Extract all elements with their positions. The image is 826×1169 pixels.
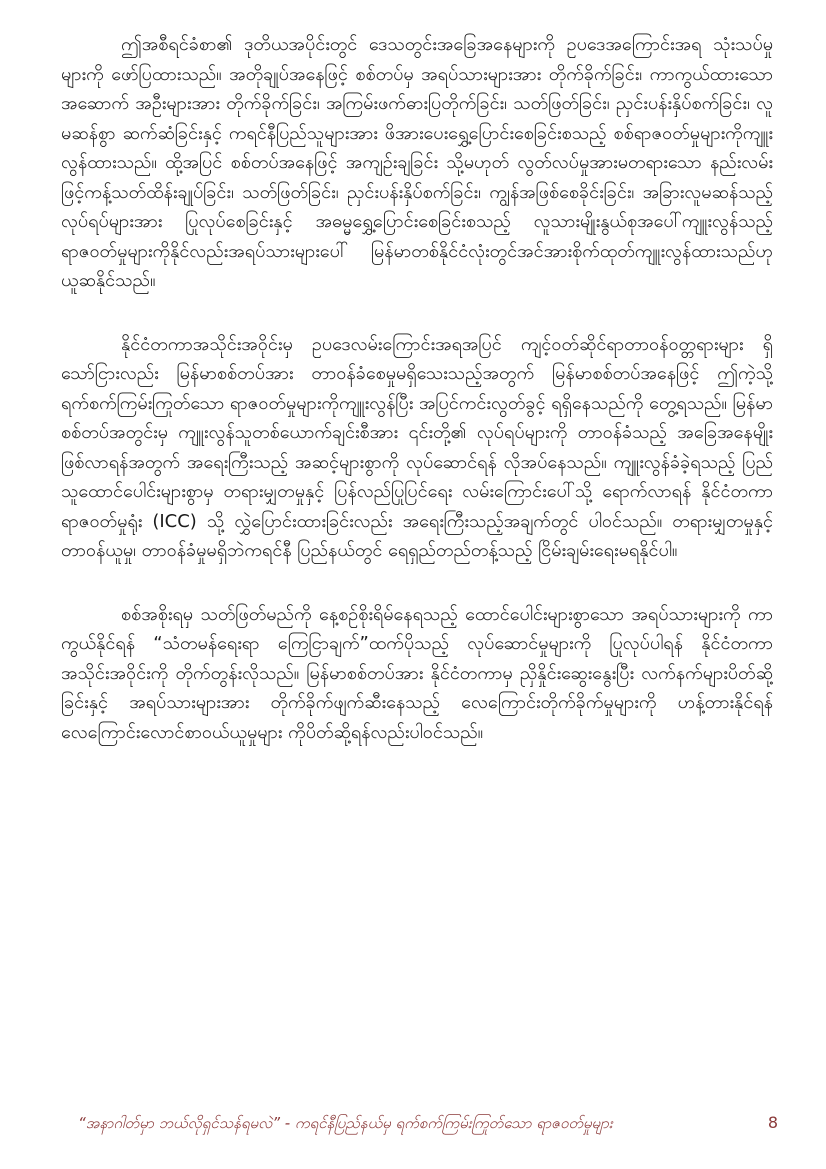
- paragraph-3: စစ်အစိုးရမှ သတ်ဖြတ်မည်ကို နေ့စဉ်စိုးရိမ်နေရသည့် ထောင်ပေါင်းများစွာသော အရပ်သားများကို ကာကွယ်နိုင်ရန် “သံတမန်ရေးရာ ကြေငြာချက်”ထက်ပိုသည့် လုပ်ဆောင်မှုများကို ပြုလုပ်ပါရန် နိုင်ငံတကာအသိုင်းအဝိုင်းကို တိုက်တွန်းလိုသည်။ မြန်မာစစ်တပ်အား နိုင်ငံတကာမှ ညှိနှိုင်းဆွေးနွေးပြီး လက်နက်များပိတ်ဆို့ခြင်းနှင့် အရပ်သားများအား တိုက်ခိုက်ဖျက်ဆီးနေသည့် လေကြောင်းတိုက်ခိုက်မှုများကို ဟန့်တားနိုင်ရန် လေကြောင်းလောင်စာဝယ်ယူမှုများ ကိုပိတ်ဆို့ရန်လည်းပါဝင်သည်။: [61, 603, 773, 743]
- footer-report-title: “အနာဂါတ်မှာ ဘယ်လိုရှင်သန်ရမလဲ” - ကရင်နီပြည်နယ်မှ ရက်စက်ကြမ်းကြုတ်သော ရာဇဝတ်မှုများ: [78, 1114, 613, 1132]
- paragraph-2: နိုင်ငံတကာအသိုင်းအဝိုင်းမှ ဥပဒေလမ်းကြောင်းအရအပြင် ကျင့်ဝတ်ဆိုင်ရာတာဝန်ဝတ္တရားများ ရှိသော်ငြားလည်း မြန်မာစစ်တပ်အား တာဝန်ခံစေမှုမရှိသေးသည့်အတွက် မြန်မာစစ်တပ်အနေဖြင့် ဤကဲ့သို့ ရက်စက်ကြမ်းကြုတ်သော ရာဇဝတ်မှုများကိုကျူးလွန်ပြီး အပြင်ကင်းလွတ်ခွင့် ရရှိနေသည်ကို တွေ့ရသည်။ မြန်မာစစ်တပ်အတွင်းမှ ကျူးလွန်သူတစ်ယောက်ချင်းစီအား ၎င်းတို့၏ လုပ်ရပ်များကို တာဝန်ခံသည့် အခြေအနေမျိုး ဖြစ်လာရန်အတွက် အရေးကြီးသည့် အဆင့်များစွာကို လုပ်ဆောင်ရန် လိုအပ်နေသည်။ ကျူးလွန်ခံခဲ့ရသည့် ပြည်သူထောင်ပေါင်းများစွာမှ တရားမျှတမှုနှင့် ပြန်လည်ပြုပြင်ရေး လမ်းကြောင်းပေါ်သို့ ရောက်လာရန် နိုင်ငံတကာရာဇဝတ်မှုရုံး (ICC) သို့ လွှဲပြောင်းထားခြင်းလည်း အရေးကြီးသည့်အချက်တွင် ပါဝင်သည်။ တရားမျှတမှုနှင့် တာဝန်ယူမှု၊ တာဝန်ခံမှုမရှိဘဲကရင်နီ ပြည်နယ်တွင် ရေရှည်တည်တန့်သည့် ငြိမ်းချမ်းရေးမရနိုင်ပါ။: [61, 333, 774, 561]
- page-footer: [0, 1111, 826, 1137]
- page-number: 8: [767, 1113, 778, 1132]
- paragraph-1: ဤအစီရင်ခံစာ၏ ဒုတိယအပိုင်းတွင် ဒေသတွင်းအခြေအနေများကို ဥပဒေအကြောင်းအရ သုံးသပ်မှုများကို ဖော်ပြထားသည်။ အတိုချုပ်အနေဖြင့် စစ်တပ်မှ အရပ်သားများအား တိုက်ခိုက်ခြင်း၊ ကာကွယ်ထားသော အဆောက် အဦးများအား တိုက်ခိုက်ခြင်း၊ အကြမ်းဖက်ဓားပြတိုက်ခြင်း၊ သတ်ဖြတ်ခြင်း၊ ညှင်းပန်းနှိပ်စက်ခြင်း၊ လူမဆန်စွာ ဆက်ဆံခြင်းနှင့် ကရင်နီပြည်သူများအား ဖိအားပေးရွှေ့ပြောင်းစေခြင်းစသည့် စစ်ရာဇဝတ်မှုများကိုကျူး လွန်ထားသည်။ ထို့အပြင် စစ်တပ်အနေဖြင့် အကျဉ်းချခြင်း သို့မဟုတ် လွတ်လပ်မှုအားမတရားသော နည်းလမ်းဖြင့်ကန့်သတ်ထိန်းချုပ်ခြင်း၊ သတ်ဖြတ်ခြင်း၊ ညှင်းပန်းနှိပ်စက်ခြင်း၊ ကျွန်အဖြစ်စေခိုင်းခြင်း၊ အခြားလူမဆန်သည့် လုပ်ရပ်များအား ပြုလုပ်စေခြင်းနှင့် အဓမ္မရွှေ့ပြောင်းစေခြင်းစသည့် လူသားမျိုးနွယ်စုအပေါ်ကျူးလွန်သည့် ရာဇဝတ်မှုများကိုနိုင်လည်းအရပ်သားများပေါ် မြန်မာတစ်နိုင်ငံလုံးတွင်အင်အားစိုက်ထုတ်ကျူးလွန်ထားသည်ဟု ယူဆနိုင်သည်။: [61, 34, 773, 291]
- body-text: [61, 30, 773, 781]
